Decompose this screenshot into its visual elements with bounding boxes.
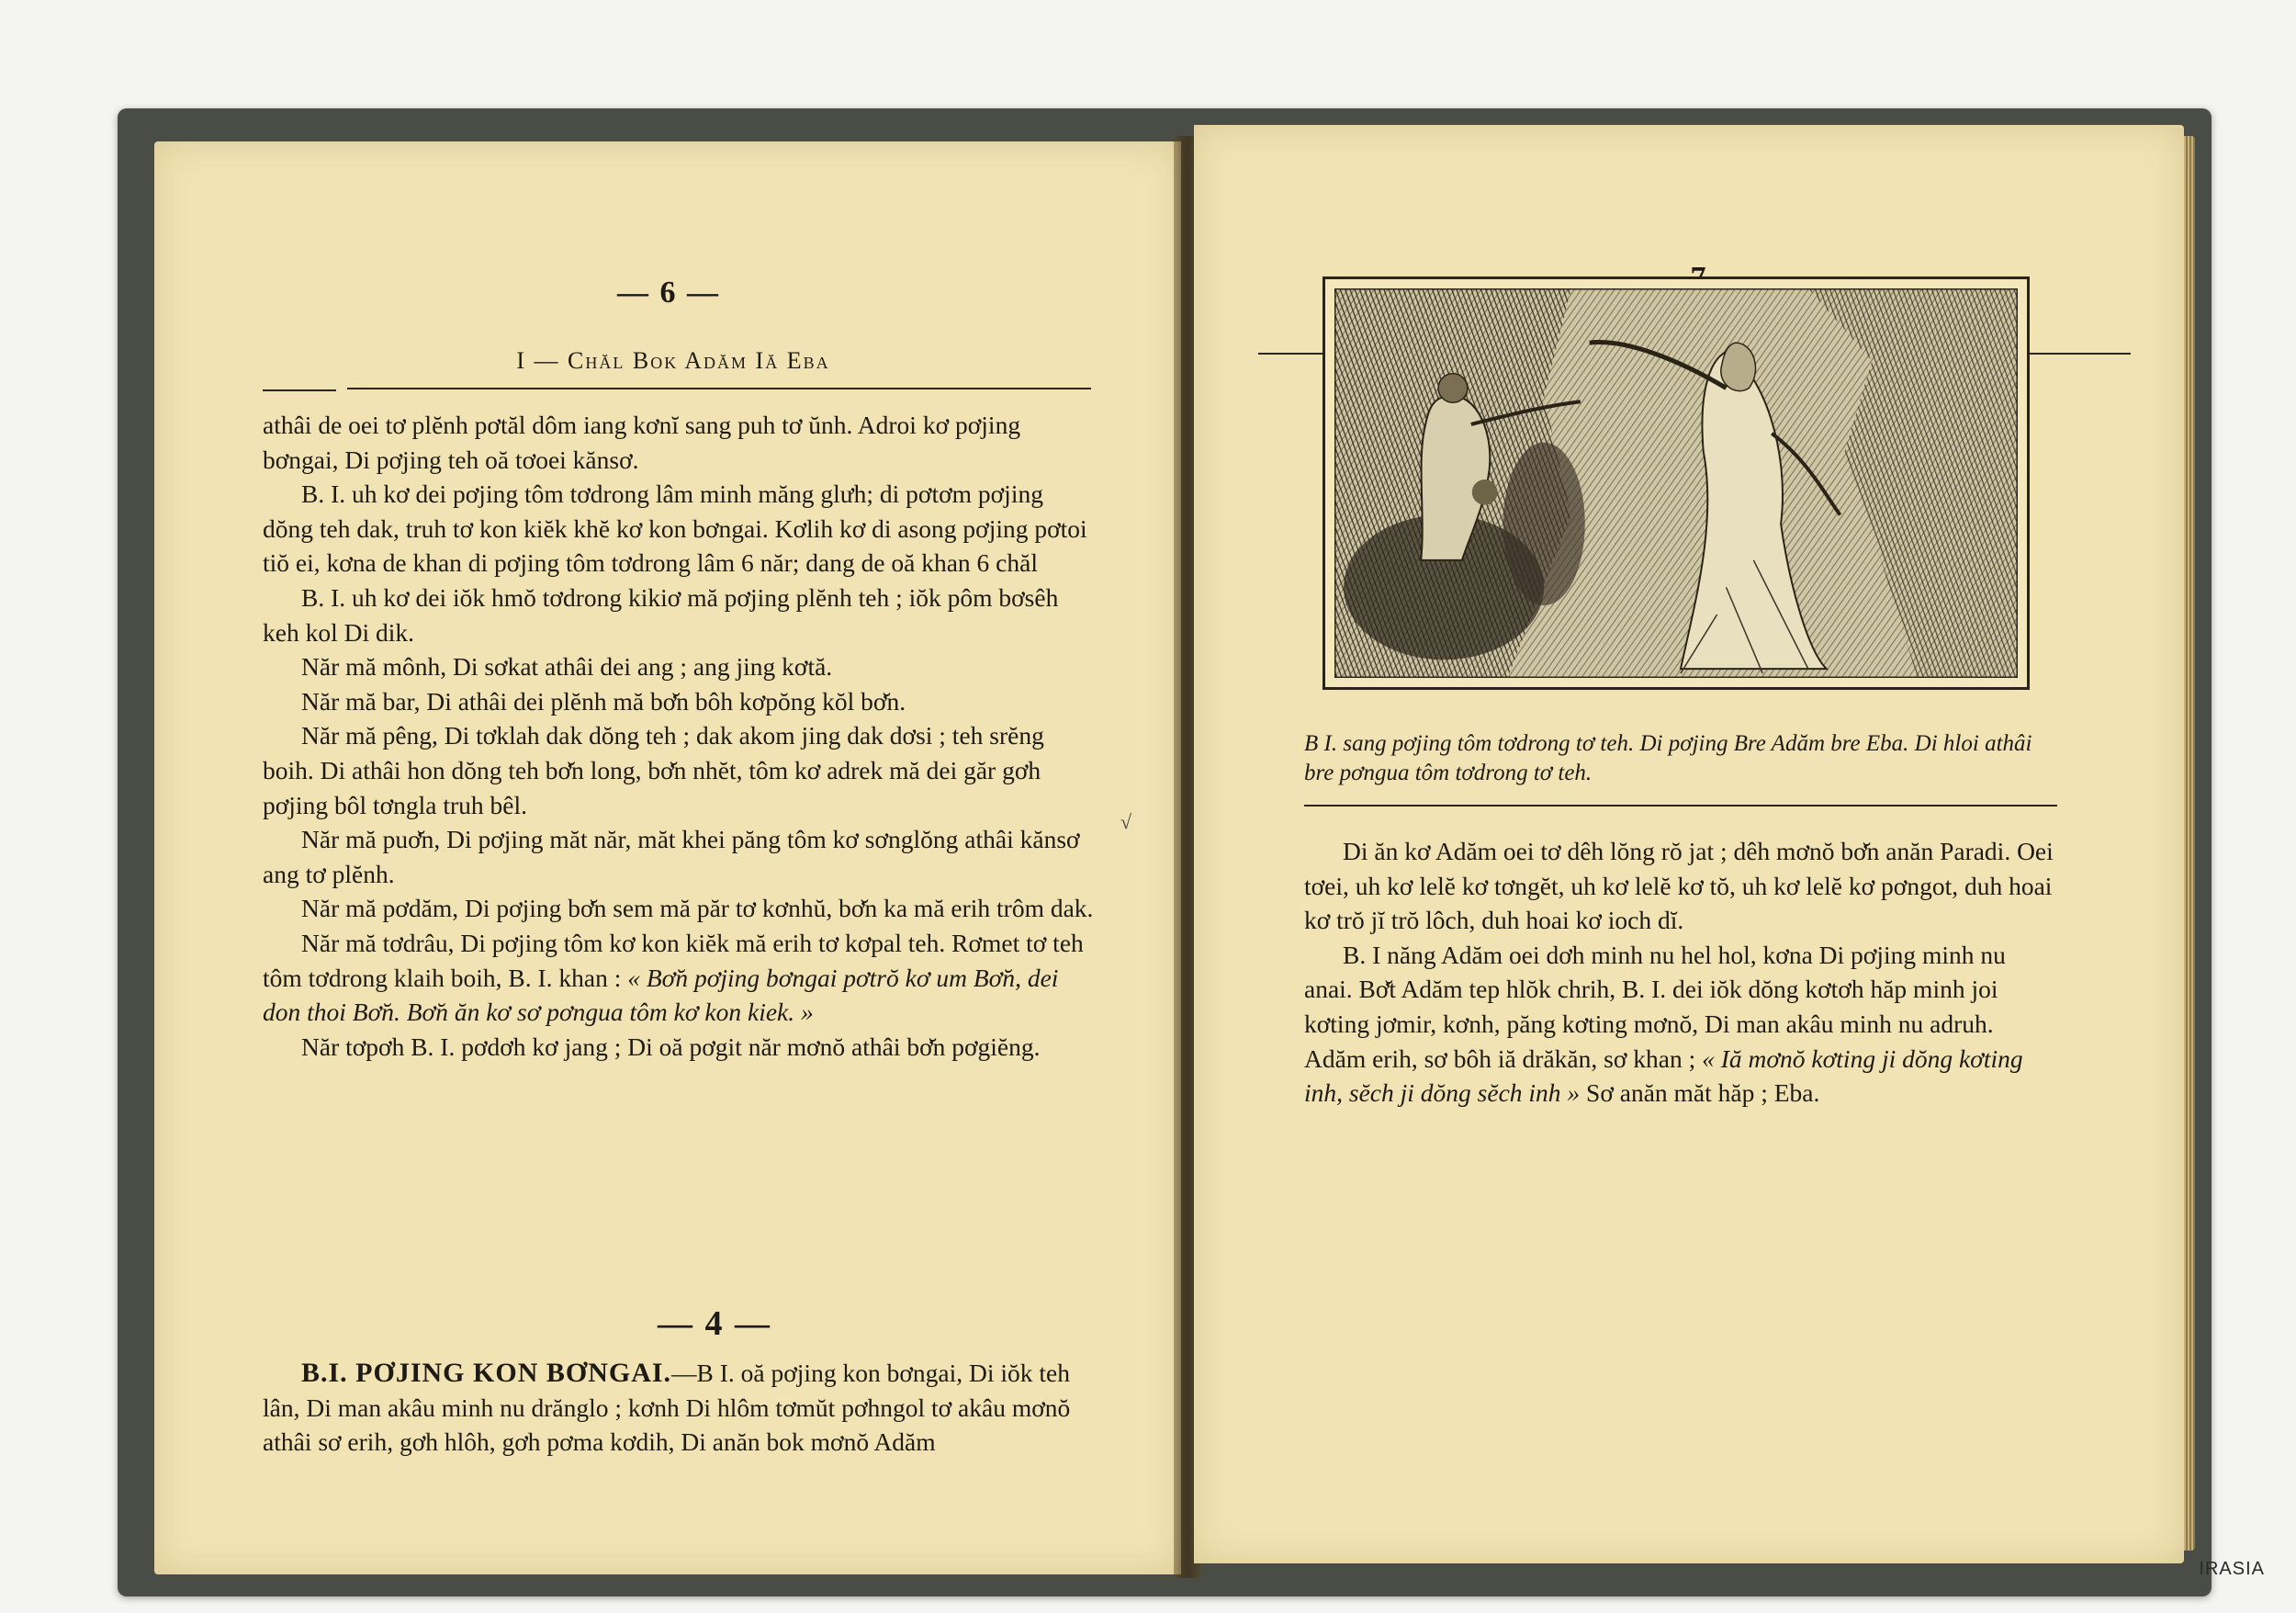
left-body-text — [263, 408, 1095, 1064]
left-page — [154, 141, 1181, 1574]
paragraph — [1304, 938, 2057, 1111]
paragraph-text: Năr mă tơdrâu, Di pơjing tôm kơ kon kiĕk mă erih tơ kơpal teh. Rơmet tơ teh tôm tơdrong klaih boih, B. I. khan : — [263, 928, 1084, 992]
paragraph: Di ăn kơ Adăm oei tơ dêh lŏng rŏ jat ; dêh mơnŏ bơ̆n anăn Paradi. Oei tơei, uh kơ lelĕ kơ tơngĕt, uh kơ lelĕ kơ tŏ, uh kơ lelĕ kơ pơngot, duh hoai kơ trŏ jĭ trŏ lôch, duh hoai kơ ioch dĭ. — [1304, 837, 2054, 935]
watermark: IRASIA — [2199, 1559, 2265, 1579]
paragraph: Năr mă puơ̆n, Di pơjing măt năr, măt khei păng tôm kơ sơnglŏng athâi kănsơ ang tơ plĕnh. — [263, 825, 1080, 888]
right-body-text — [1304, 834, 2057, 1111]
book — [118, 108, 2212, 1596]
section-paragraph — [263, 1356, 1095, 1460]
paragraph: Năr mă pơdăm, Di pơjing bơ̆n sem mă păr tơ kơnhŭ, bơ̆n ka mă erih trôm dak. — [301, 894, 1094, 923]
caption-rule — [1304, 805, 2057, 806]
paragraph: Năr mă bar, Di athâi dei plĕnh mă bơ̆n bôh kơpŏng kŏl bơ̆n. — [301, 686, 906, 716]
paragraph: Năr mă pêng, Di tơklah dak dŏng teh ; dak akom jing dak dơsi ; teh srĕng boih. Di athâi hon dŏng teh bơ̆n long, bơ̆n nhĕt, tôm kơ adrek mă dei găr gơh pơjing bôl tơngla truh bêl. — [263, 721, 1044, 819]
left-header-rule-2 — [347, 388, 1091, 389]
right-page — [1194, 125, 2184, 1563]
paragraph: B. I. uh kơ dei iŏk hmŏ tơdrong kikiơ mă pơjing plĕnh teh ; iŏk pôm bơsêh keh kol Di dik. — [263, 582, 1059, 647]
paragraph — [263, 926, 1095, 1030]
paragraph-end: Sơ anăn măt hăp ; Eba. — [1586, 1078, 1820, 1108]
paragraph: athâi de oei tơ plĕnh pơtăl dôm iang kơnĭ sang puh tơ ŭnh. Adroi kơ pơjing bơngai, Di pơjing teh oă tơoei kănsơ. — [263, 411, 1021, 474]
figure-caption: B I. sang pơjing tôm tơdrong tơ teh. Di pơjing Bre Adăm bre Eba. Di hloi athâi bre pơngua tôm tơdrong tơ teh. — [1304, 731, 2032, 785]
illustration-image — [1334, 288, 2018, 678]
section-body — [263, 1356, 1095, 1460]
quote: « Iă mơnŏ kơting ji dŏng kơting inh, sĕch ji dŏng sĕch inh » — [1304, 1043, 2023, 1108]
quote: « Bơ̆n pơjing bơngai pơtrŏ kơ um Bơ̆n, dei don thoi Bơ̆n. Bơ̆n ăn kơ sơ pơngua tôm kơ kon kiek. » — [263, 963, 1059, 1027]
paragraph-text: B. I năng Adăm oei dơh minh nu hel hol, kơna Di pơjing minh nu anai. Bơ̆t Adăm tep hlŏk chrih, B. I. dei iŏk dŏng kơtơh hăp minh joi kơting jơmir, kơnh, păng kơting mơnŏ, Di man akâu minh nu adruh. Adăm erih, sơ bôh iă drăkăn, sơ khan ; — [1304, 940, 2006, 1073]
left-running-head: I — Chăl Bok Adăm Iă Eba — [516, 347, 830, 374]
left-page-number: — 6 — — [617, 276, 720, 310]
left-header-rule — [263, 389, 336, 391]
section-number: — 4 — — [658, 1304, 771, 1343]
section-text: —B I. oă pơjing kon bơngai, Di iŏk teh lân, Di man akâu minh nu drănglo ; kơnh Di hlôm tơmŭt pơhngol tơ akâu mơnŏ athâi sơ erih, gơh hlôh, gơh pơma kơdih, Di anăn bok mơnŏ Adăm — [263, 1359, 1071, 1457]
paragraph: Năr mă mônh, Di sơkat athâi dei ang ; ang jing kơtă. — [301, 652, 833, 682]
section-headline: B.I. PƠJING KON BƠNGAI. — [301, 1358, 672, 1388]
engraving-illustration — [1322, 276, 2030, 690]
paragraph: Năr tơpơh B. I. pơdơh kơ jang ; Di oă pơgit năr mơnŏ athâi bơ̆n pơgiĕng. — [301, 1032, 1041, 1061]
margin-mark: √ — [1120, 810, 1132, 833]
paragraph: B. I. uh kơ dei pơjing tôm tơdrong lâm minh măng glưh; di pơtơm pơjing dŏng teh dak, truh tơ kon kiĕk khĕ kơ kon bơngai. Kơlih kơ di asong pơjing pơtoi tiŏ ei, kơna de khan di pơjing tôm tơdrong lâm 6 năr; dang de oă khan 6 chăl — [263, 479, 1087, 578]
